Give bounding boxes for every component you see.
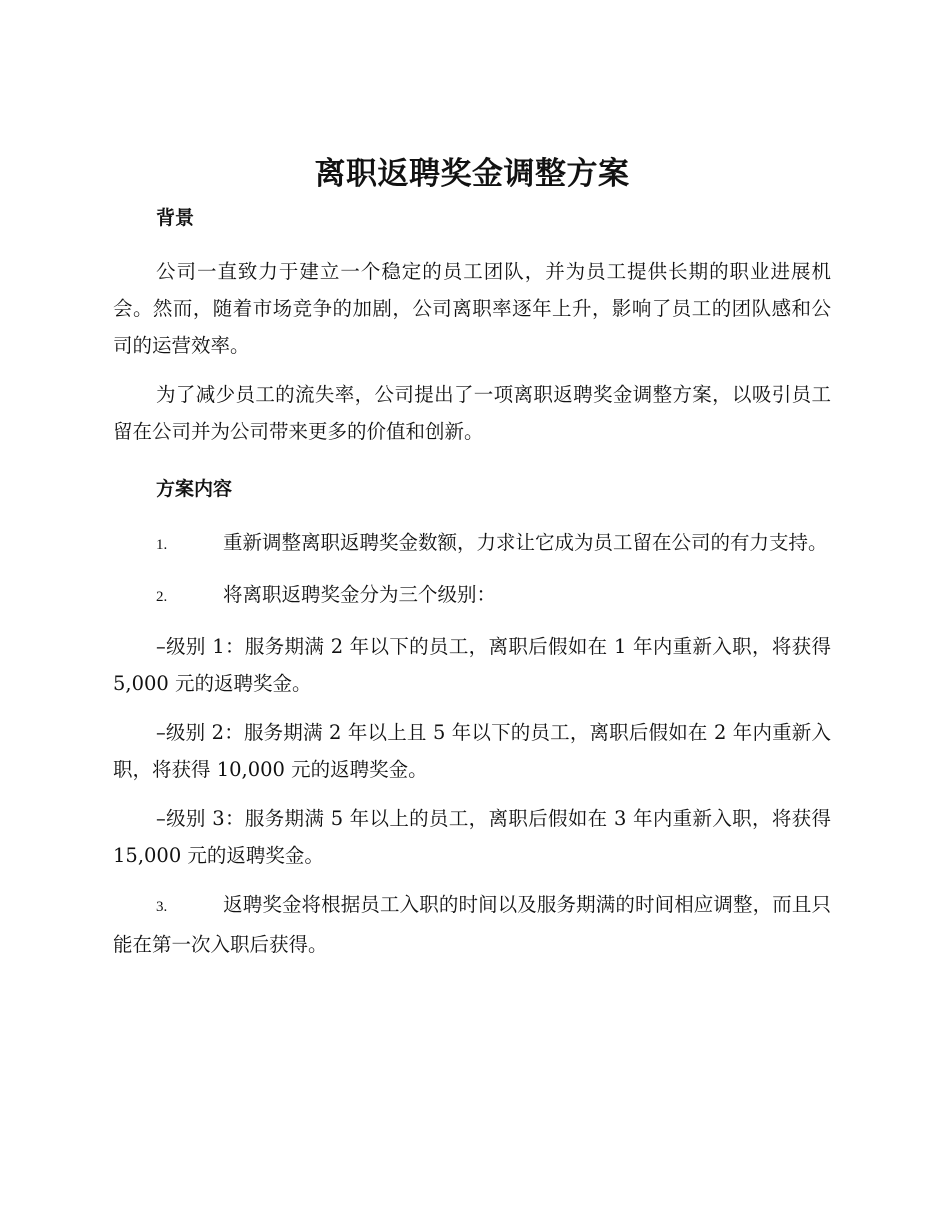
section-heading-plan-content: 方案内容 — [156, 478, 233, 500]
list-item-text: 重新调整离职返聘奖金数额，力求让它成为员工留在公司的有力支持。 — [223, 531, 828, 554]
list-item-text: 返聘奖金将根据员工入职的时间以及服务期满的时间相应调整，而且只能在第一次入职后获得。 — [113, 893, 831, 956]
list-item-text: 将离职返聘奖金分为三个级别： — [223, 583, 497, 606]
background-paragraph-2: 为了减少员工的流失率，公司提出了一项离职返聘奖金调整方案，以吸引员工留在公司并为公司带来更多的价值和创新。 — [113, 383, 831, 443]
list-item-number: 2. — [156, 589, 168, 605]
background-paragraph-1: 公司一直致力于建立一个稳定的员工团队，并为员工提供长期的职业进展机会。然而，随着市场竞争的加剧，公司离职率逐年上升，影响了员工的团队感和公司的运营效率。 — [113, 260, 831, 357]
list-item-2 — [113, 576, 831, 616]
level-2-description: –级别 2：服务期满 2 年以上且 5 年以下的员工，离职后假如在 2 年内重新入职，将获得 10,000 元的返聘奖金。 — [113, 721, 831, 781]
list-item-number: 3. — [156, 899, 168, 915]
document-page — [113, 150, 831, 963]
level-1-description: –级别 1：服务期满 2 年以下的员工，离职后假如在 1 年内重新入职，将获得 5,000 元的返聘奖金。 — [113, 635, 831, 695]
level-3-description: –级别 3：服务期满 5 年以上的员工，离职后假如在 3 年内重新入职，将获得 15,000 元的返聘奖金。 — [113, 807, 831, 867]
list-item-1 — [113, 524, 831, 564]
list-item-number: 1. — [156, 537, 168, 553]
list-item-3 — [113, 886, 831, 963]
document-title: 离职返聘奖金调整方案 — [314, 156, 630, 192]
section-heading-background: 背景 — [156, 207, 195, 229]
